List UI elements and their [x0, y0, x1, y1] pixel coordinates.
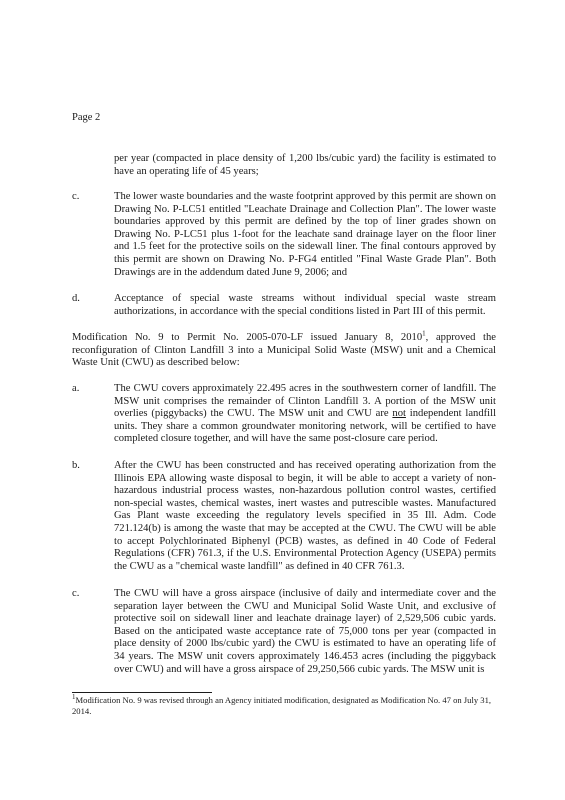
- item-a-text-before: The CWU covers approximately 22.495 acres in the southwestern corner of landfill. The MSW unit comprises the remainder of Clinton Landfill 3. A portion of the MSW unit overlies (piggybacks) the CWU. The MSW unit and CWU are: [114, 383, 496, 420]
- item-a-emphasis: not: [392, 408, 406, 420]
- footnote-divider: [72, 692, 212, 693]
- footnote: [72, 695, 492, 716]
- footnote-text: Modification No. 9 was revised through an Agency initiated modification, designated as Modification No. 47 on July 31, 2014.: [72, 695, 492, 716]
- footnote-marker: 1: [72, 693, 76, 702]
- modification-paragraph: [72, 329, 496, 370]
- item-a-text: [114, 383, 496, 446]
- item-c1-label: c.: [72, 191, 80, 202]
- footnote-reference: 1: [422, 329, 426, 338]
- continued-paragraph: per year (compacted in place density of 1,200 lbs/cubic yard) the facility is estimated to have an operating life of 45 years;: [114, 153, 496, 177]
- item-a-text-after: independent landfill units. They share a common groundwater monitoring network, will be certified to have completed closure together, and will have the same post-closure care period.: [114, 408, 497, 445]
- item-d1-text: Acceptance of special waste streams without individual special waste stream authorizations, in accordance with the special conditions listed in Part III of this permit.: [114, 293, 496, 317]
- item-b-label: b.: [72, 460, 80, 471]
- item-c2-label: c.: [72, 588, 80, 599]
- item-c1-text: The lower waste boundaries and the waste footprint approved by this permit are shown on Drawing No. P-LC51 entitled "Leachate Drainage and Collection Plan". The lower waste boundaries approved by this permit are defined by the top of liner grades shown on Drawing No. P-LC51 plus 1-foot for the leachate sand drainage layer on the floor liner and 1.5 feet for the protective soils on the sidewall liner. The final contours approved by this permit are shown on Drawing No. P-FG4 entitled "Final Waste Grade Plan". Both Drawings are in the addendum dated June 9, 2006; and: [114, 191, 496, 278]
- modification-text-before: Modification No. 9 to Permit No. 2005-070-LF issued January 8, 2010: [72, 332, 423, 343]
- page-number: Page 2: [72, 112, 101, 123]
- item-a-label: a.: [72, 383, 80, 394]
- item-c2-text: The CWU will have a gross airspace (inclusive of daily and intermediate cover and the separation layer between the CWU and Municipal Solid Waste Unit, and exclusive of protective soil on sidewall liner and leachate drainage layer) of 2,529,506 cubic yards. Based on the anticipated waste acceptance rate of 75,000 tons per year (compacted in place density of 2000 lbs/cubic yard) the CWU is estimated to have an operating life of 34 years. The MSW unit covers approximately 146.453 acres (including the piggyback over CWU) and will have a gross airspace of 29,250,566 cubic yards. The MSW unit is: [114, 588, 496, 675]
- item-d1-label: d.: [72, 293, 80, 304]
- modification-text-after: , approved the reconfiguration of Clinton Landfill 3 into a Municipal Solid Waste (MSW) unit and a Chemical Waste Unit (CWU) as described below:: [72, 332, 496, 369]
- item-b-text: After the CWU has been constructed and has received operating authorization from the Illinois EPA allowing waste disposal to begin, it will be able to accept a variety of non-hazardous industrial process wastes, non-hazardous pollution control wastes, certified non-special wastes, chemical wastes, inert wastes and putrescible wastes. Manufactured Gas Plant waste exceeding the regulatory levels specified in 35 Ill. Adm. Code 721.124(b) is among the waste that may be accepted at the CWU. The CWU will be able to accept Polychlorinated Biphenyl (PCB) wastes, as defined in 40 Code of Federal Regulations (CFR) 761.3, if the U.S. Environmental Protection Agency (USEPA) permits the CWU as a "chemical waste landfill" as defined in 40 CFR 761.3.: [114, 460, 496, 572]
